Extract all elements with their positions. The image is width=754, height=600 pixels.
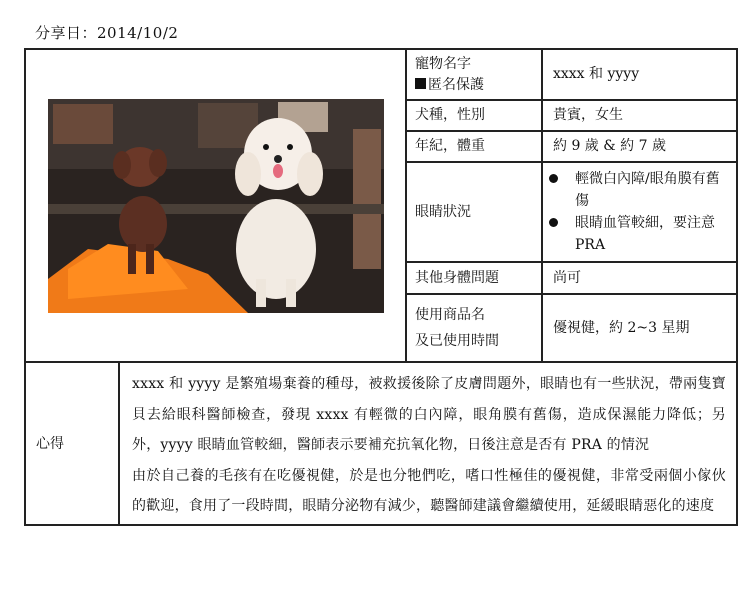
pet-name-label-cell <box>406 49 542 100</box>
breed-value: 貴賓，女生 <box>542 100 737 131</box>
product-value: 優視健，約 2~3 星期 <box>542 294 737 362</box>
experience-label: 心得 <box>25 362 119 525</box>
black-square-icon <box>415 78 426 89</box>
experience-text <box>119 362 737 525</box>
share-date: 分享日：2014/10/2 <box>35 24 179 42</box>
anonymous-note: 匿名保護 <box>428 76 484 93</box>
photo-cell <box>25 49 406 362</box>
bullet-icon <box>549 218 558 227</box>
experience-paragraph-1: xxxx 和 yyyy 是繁殖場棄養的種母，被救援後除了皮膚問題外，眼睛也有一些狀況，帶兩隻寶貝去給眼科醫師檢查，發現 xxxx 有輕微的白內障，眼角膜有舊傷，造成保濕能力降低；另外，yyyy 眼睛血管較細，醫師表示要補充抗氧化物，日後注意是否有 PRA 的情況 <box>132 376 726 453</box>
eye-item: 輕微白內障/眼角膜有舊傷 <box>543 168 736 212</box>
other-health-value: 尚可 <box>542 262 737 294</box>
experience-paragraph-2: 由於自己養的毛孩有在吃優視健，於是也分牠們吃，嗜口性極佳的優視健，非常受兩個小傢伙的歡迎，食用了一段時間，眼睛分泌物有減少，聽醫師建議會繼續使用，延緩眼睛惡化的速度 <box>132 467 726 514</box>
product-label-line2: 及已使用時間 <box>415 333 499 349</box>
product-label-line1: 使用商品名 <box>415 307 485 323</box>
pet-name-value: xxxx 和 yyyy <box>542 49 737 100</box>
eye-item: 眼睛血管較細，要注意 PRA <box>543 212 736 256</box>
pet-name-label: 寵物名字 <box>415 55 471 72</box>
eye-label: 眼睛狀況 <box>406 162 542 262</box>
bullet-icon <box>549 174 558 183</box>
other-health-label: 其他身體問題 <box>406 262 542 294</box>
product-label-cell <box>406 294 542 362</box>
age-value: 約 9 歲 & 約 7 歲 <box>542 131 737 162</box>
dogs-photo <box>48 99 384 313</box>
age-label: 年紀，體重 <box>406 131 542 162</box>
pet-info-table <box>24 48 738 526</box>
breed-label: 犬種，性別 <box>406 100 542 131</box>
eye-value-cell <box>542 162 737 262</box>
